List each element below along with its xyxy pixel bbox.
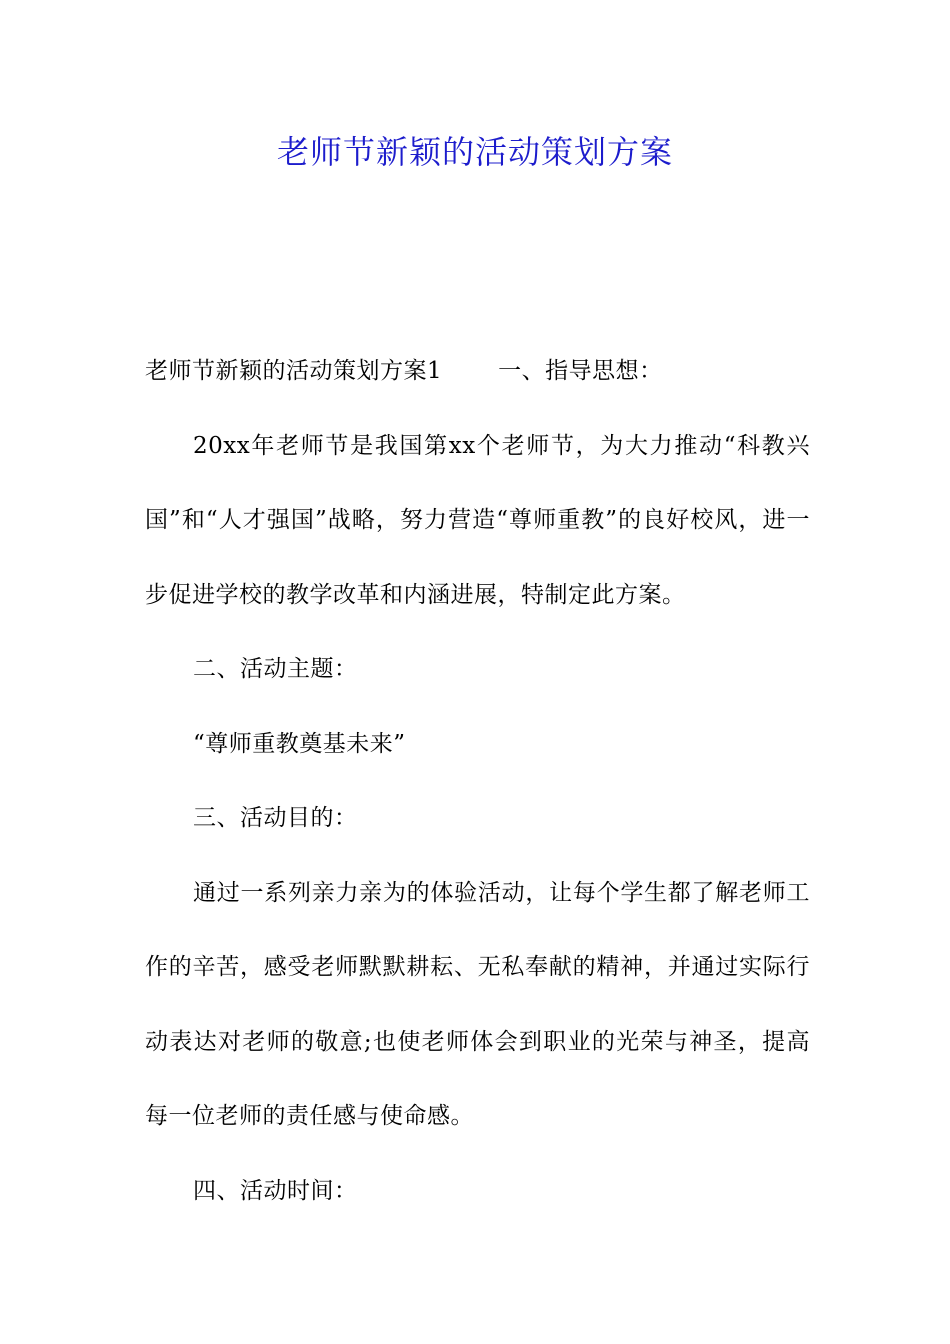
section-title-guiding-ideology: 一、指导思想： [498, 358, 663, 384]
section-title-theme: 二、活动主题： [193, 656, 358, 682]
document-body [145, 334, 810, 1228]
paragraph-guiding-ideology: 20xx年老师节是我国第xx个老师节，为大力推动“科教兴国”和“人才强国”战略，努力营造“尊师重教”的良好校风，进一步促进学校的教学改革和内涵进展，特制定此方案。 [145, 432, 810, 608]
paragraph-theme: “尊师重教奠基未来” [193, 730, 406, 757]
first-line [145, 334, 810, 409]
document-title: 老师节新颖的活动策划方案 [276, 133, 673, 171]
section-heading: 老师节新颖的活动策划方案1 [145, 358, 443, 384]
section-title-purpose: 三、活动目的： [193, 805, 358, 831]
paragraph-purpose: 通过一系列亲力亲为的体验活动，让每个学生都了解老师工作的辛苦，感受老师默默耕耘、无私奉献的精神，并通过实际行动表达对老师的敬意;也使老师体会到职业的光荣与神圣，提高每一位老师的责任感与使命感。 [145, 879, 810, 1129]
section-title-time: 四、活动时间： [193, 1177, 358, 1204]
